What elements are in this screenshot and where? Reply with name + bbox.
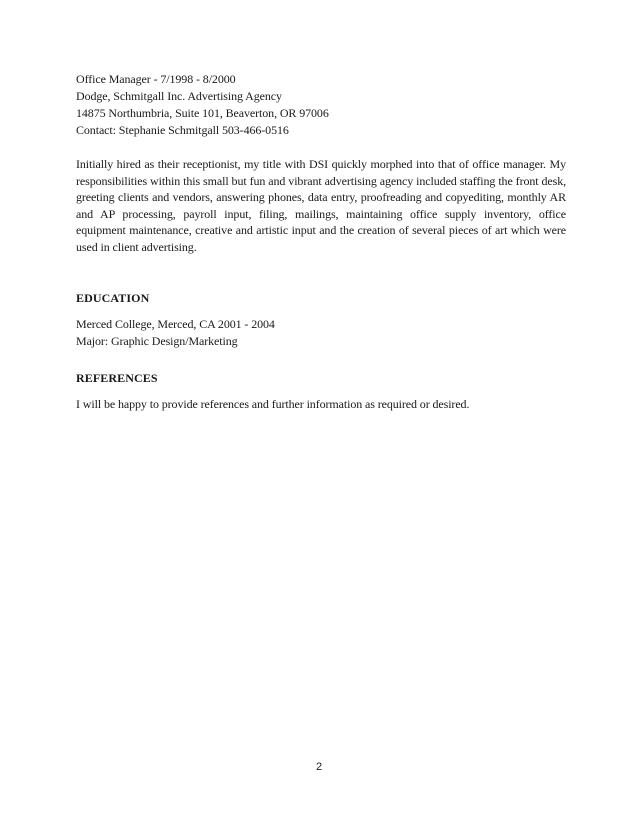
education-school-line: Merced College, Merced, CA 2001 - 2004 [76,317,275,331]
education-heading: EDUCATION [76,291,150,305]
job-contact-line: Contact: Stephanie Schmitgall 503-466-0516 [76,123,289,137]
job-description: Initially hired as their receptionist, my title with DSI quickly morphed into that of office manager. My responsibilities within this small but fun and vibrant advertising agency included staffing the front desk, greeting clients and vendors, answering phones, data entry, proofreading and copyediting, monthly AR and AP processing, payroll input, filing, mailings, maintaining office supply inventory, office equipment maintenance, creative and artistic input and the creation of several pieces of art which were used in client advertising. [76,157,566,254]
page-number: 2 [315,761,323,773]
references-text: I will be happy to provide references and further information as required or desired. [76,397,470,411]
job-entry [76,71,566,255]
job-company-line: Dodge, Schmitgall Inc. Advertising Agency [76,89,282,103]
job-address-line: 14875 Northumbria, Suite 101, Beaverton, OR 97006 [76,106,329,120]
education-major-line: Major: Graphic Design/Marketing [76,334,238,348]
references-heading: REFERENCES [76,371,158,385]
page-content [76,71,566,413]
job-title-line: Office Manager - 7/1998 - 8/2000 [76,72,236,86]
education-entry [76,316,566,350]
